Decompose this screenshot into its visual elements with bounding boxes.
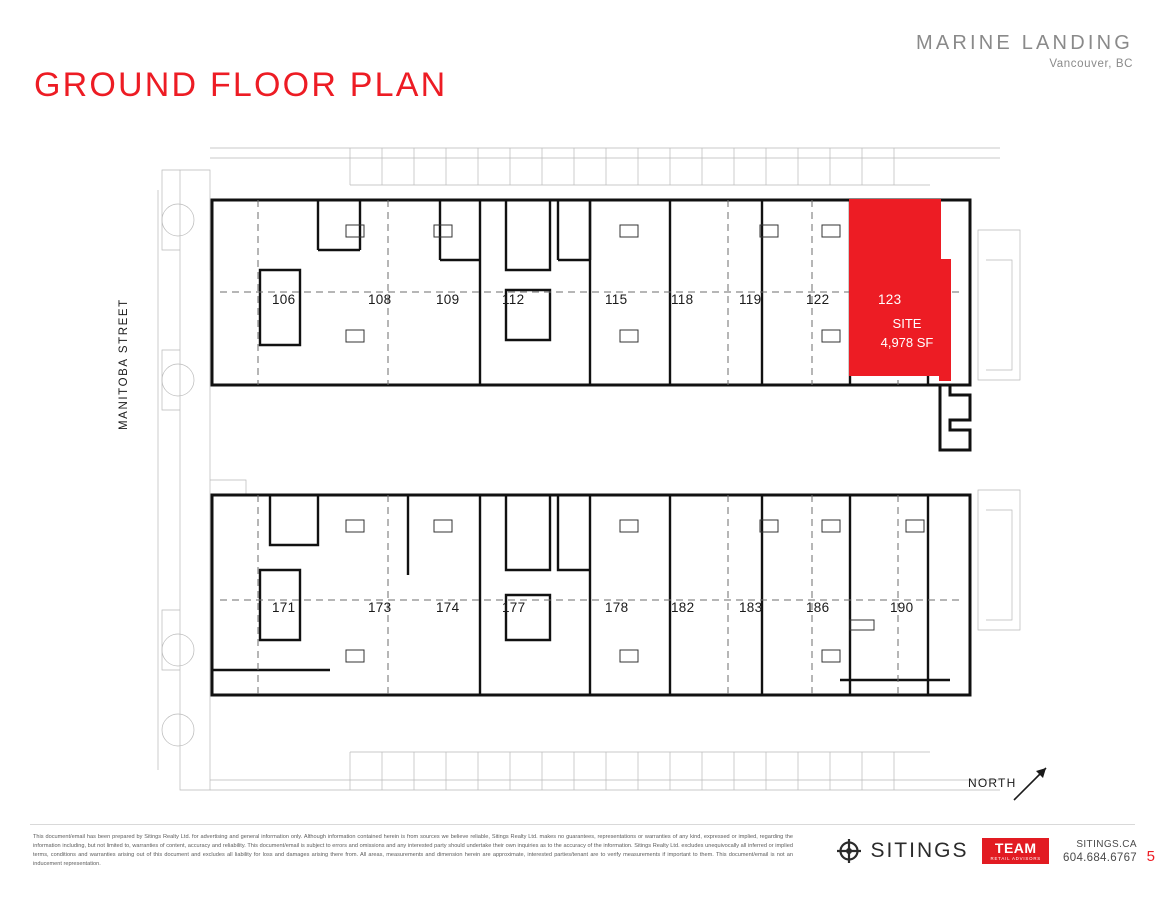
unit-label-171: 171	[272, 600, 296, 615]
xteam-subtitle: RETAIL ADVISORS	[990, 856, 1042, 862]
website-text[interactable]: SITINGS.CA	[1076, 838, 1137, 850]
unit-label-177: 177	[502, 600, 526, 615]
sitings-wordmark: SITINGS	[870, 839, 969, 862]
unit-label-115: 115	[605, 292, 628, 307]
unit-label-106: 106	[272, 292, 296, 307]
unit-label-112: 112	[502, 292, 525, 307]
unit-label-174: 174	[436, 600, 460, 615]
unit-label-182: 182	[671, 600, 695, 615]
disclaimer-text: This document/email has been prepared by Sitings Realty Ltd. for advertising and general information only. Although information contained herein is from sources we believe reliable, Sitings Realty Ltd. makes no guarantees, representations or warranties of any kind, expressed or implied, regarding the information including, but not limited to, warranties of content, accuracy and reliability. This document/email is subject to errors and omissions and any interested party should undertake their own inquiries as to the accuracy of the information. Sitings Realty Ltd. excludes unequivocally all inferred or implied terms, conditions and warranties arising out of this document and excludes all liability for loss and damages arising there from. All areas, measurements and dimension herein are approximate, interested parties/tenant are to verify measurements if important to them. This document/email is not an inducement representation.	[33, 834, 793, 868]
unit-label-109: 109	[436, 292, 460, 307]
page-title: GROUND FLOOR PLAN	[34, 66, 448, 104]
north-indicator	[968, 762, 1058, 802]
project-identity	[916, 32, 1133, 70]
project-location: Vancouver, BC	[1049, 58, 1133, 70]
page-number: 5	[1146, 848, 1155, 865]
site-callout	[852, 315, 962, 353]
xteam-name: TEAM	[994, 840, 1037, 857]
floor-plan-drawing	[150, 130, 1060, 810]
unit-label-178: 178	[605, 600, 629, 615]
floor-plan-svg	[150, 130, 1060, 810]
highlighted-unit-shape	[850, 200, 950, 380]
footer-divider	[30, 824, 1135, 825]
unit-label-123: 123	[878, 292, 902, 307]
unit-label-173: 173	[368, 600, 392, 615]
xteam-logo	[982, 838, 1049, 863]
sitings-logo	[836, 838, 968, 864]
sitings-mark-icon	[836, 838, 862, 864]
unit-label-122: 122	[806, 292, 830, 307]
footer-brand-row	[836, 838, 1137, 864]
north-arrow-icon	[1012, 762, 1062, 802]
unit-label-186: 186	[806, 600, 830, 615]
unit-label-108: 108	[368, 292, 392, 307]
street-label-manitoba: MANITOBA STREET	[118, 298, 130, 430]
unit-label-183: 183	[739, 600, 763, 615]
site-area: 4,978 SF	[880, 334, 934, 350]
site-title: SITE	[892, 316, 922, 331]
project-name: MARINE LANDING	[915, 32, 1133, 54]
north-label: NORTH	[968, 776, 1017, 790]
unit-label-118: 118	[671, 292, 694, 307]
contact-block	[1063, 839, 1137, 864]
phone-text[interactable]: 604.684.6767	[1063, 851, 1137, 864]
unit-label-190: 190	[890, 600, 914, 615]
unit-label-119: 119	[739, 292, 762, 307]
